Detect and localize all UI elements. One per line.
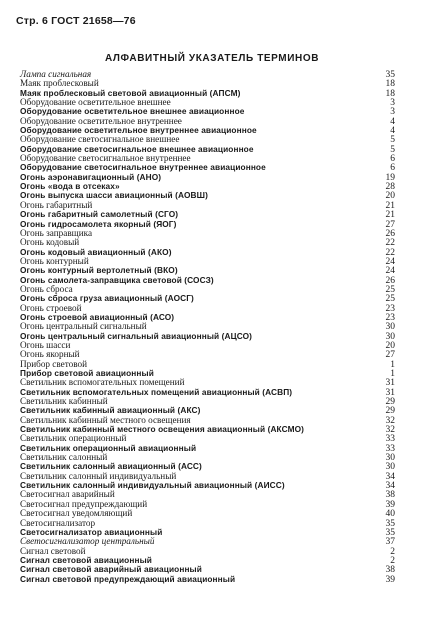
index-title: АЛФАВИТНЫЙ УКАЗАТЕЛЬ ТЕРМИНОВ	[104, 53, 320, 64]
term-name: Огонь строевой	[20, 302, 82, 313]
term-page-number: 39	[385, 499, 395, 510]
term-page-number: 21	[385, 200, 395, 211]
term-page-number: 20	[385, 340, 395, 351]
term-page-number: 23	[385, 312, 395, 323]
term-page-number: 32	[385, 415, 395, 426]
term-name: Огонь якорный	[20, 349, 80, 360]
term-name: Прибор световой авиационный	[20, 368, 154, 378]
term-name: Сигнал световой предупреждающий авиационный	[20, 573, 236, 584]
term-page-number: 28	[385, 182, 395, 193]
term-name: Оборудование осветительное внешнее авиационное	[20, 106, 245, 117]
term-page-number: 38	[385, 565, 395, 576]
term-name: Светосигнал предупреждающий	[20, 498, 148, 509]
term-name: Оборудование светосигнальное внешнее	[20, 134, 180, 145]
term-name: Огонь выпуска шасси авиационный (АОВШ)	[20, 190, 208, 201]
term-list	[20, 70, 395, 584]
page-header: Стр. 6 ГОСТ 21658—76	[16, 15, 136, 27]
term-page-number: 35	[385, 70, 395, 80]
term-name: Прибор световой	[20, 358, 88, 369]
term-name: Огонь контурный вертолетный (ВКО)	[20, 265, 178, 276]
term-page-number: 30	[385, 462, 395, 473]
term-name: Светильник вспомогательных помещений авиационный (АСВП)	[20, 386, 293, 397]
term-page-number: 4	[390, 126, 395, 137]
term-name: Светильник операционный	[20, 433, 127, 444]
term-name: Лампа сигнальная	[20, 69, 92, 79]
term-name: Огонь габаритный самолетный (СГО)	[20, 209, 179, 220]
term-name: Светильник кабинный	[20, 396, 108, 407]
term-name: Огонь центральный сигнальный авиационный (АЦСО)	[20, 330, 253, 341]
term-page-number: 19	[385, 172, 395, 183]
term-page-number: 37	[385, 537, 395, 548]
term-name: Светосигнализатор центральный	[20, 536, 155, 547]
term-name: Огонь кодовый	[20, 237, 80, 248]
term-name: Светильник салонный авиационный (АСС)	[20, 461, 202, 472]
term-page-number: 6	[390, 163, 395, 174]
term-page-number: 2	[390, 546, 395, 557]
term-page-number: 25	[385, 284, 395, 295]
term-page-number: 40	[385, 509, 395, 520]
term-page-number: 33	[385, 443, 395, 454]
term-name: Светосигнализатор авиационный	[20, 526, 163, 537]
term-page-number: 32	[385, 425, 395, 436]
term-page-number: 23	[385, 303, 395, 314]
term-name: Огонь центральный сигнальный	[20, 321, 147, 332]
term-page-number: 29	[385, 397, 395, 408]
term-name: Светильник кабинный местного освещения	[20, 414, 191, 425]
term-name: Светильник салонный индивидуальный авиационный (АИСС)	[20, 480, 285, 491]
term-name: Огонь «вода в отсеках»	[20, 181, 120, 192]
term-name: Огонь кодовый авиационный (АКО)	[20, 246, 172, 257]
term-name: Огонь заправщика	[20, 227, 93, 238]
term-name: Огонь самолета-заправщика световой (СОСЗ)	[20, 274, 214, 285]
term-name: Сигнал световой авиационный	[20, 554, 152, 565]
term-entry	[20, 575, 395, 584]
term-page-number: 35	[385, 527, 395, 538]
term-page-number: 33	[385, 434, 395, 445]
term-page-number: 35	[385, 518, 395, 529]
term-name: Светосигнал аварийный	[20, 489, 115, 500]
term-page-number: 18	[385, 79, 395, 90]
term-page-number: 5	[390, 144, 395, 155]
term-page-number: 1	[390, 369, 395, 379]
term-name: Сигнал световой	[20, 545, 86, 556]
term-name: Огонь габаритный	[20, 199, 93, 210]
term-name: Огонь шасси	[20, 339, 71, 350]
term-name: Огонь контурный	[20, 255, 89, 266]
term-page-number: 18	[385, 88, 395, 99]
term-page-number: 31	[385, 378, 395, 389]
term-page-number: 29	[385, 406, 395, 417]
term-name: Светосигнализатор	[20, 517, 96, 528]
term-page-number: 26	[385, 228, 395, 239]
term-entry	[20, 332, 395, 341]
term-name: Маяк проблесковый световой авиационный (АПСМ)	[20, 87, 241, 98]
term-page-number: 27	[385, 350, 395, 361]
term-page-number: 30	[385, 331, 395, 342]
term-page-number: 26	[385, 275, 395, 286]
term-name: Огонь аэронавигационный (АНО)	[20, 171, 162, 182]
term-page-number: 20	[385, 191, 395, 202]
term-page-number: 39	[385, 574, 395, 585]
term-name: Светильник операционный авиационный	[20, 442, 197, 453]
term-page-number: 34	[385, 471, 395, 482]
term-page-number: 30	[385, 453, 395, 464]
term-name: Маяк проблесковый	[20, 78, 99, 89]
term-page-number: 31	[385, 387, 395, 398]
term-page-number: 3	[390, 107, 395, 118]
term-name: Сигнал световой аварийный авиационный	[20, 564, 202, 575]
term-page-number: 30	[385, 322, 395, 333]
term-name: Оборудование светосигнальное внутреннее	[20, 153, 191, 164]
term-name: Оборудование светосигнальное внутреннее авиационное	[20, 162, 266, 173]
term-name: Светильник кабинный авиационный (АКС)	[20, 405, 201, 416]
term-name: Светильник салонный индивидуальный	[20, 470, 177, 481]
term-page-number: 3	[390, 98, 395, 109]
term-name: Огонь строевой авиационный (АСО)	[20, 311, 175, 322]
term-page-number: 6	[390, 154, 395, 165]
term-page-number: 4	[390, 116, 395, 127]
term-page-number: 22	[385, 238, 395, 249]
term-name: Оборудование осветительное внешнее	[20, 97, 171, 108]
term-page-number: 22	[385, 247, 395, 258]
term-name: Оборудование светосигнальное внешнее авиационное	[20, 143, 254, 154]
term-page-number: 34	[385, 481, 395, 492]
term-page-number: 2	[390, 555, 395, 566]
term-name: Светосигнал уведомляющий	[20, 508, 133, 519]
term-entry	[20, 276, 395, 285]
term-page-number: 38	[385, 490, 395, 501]
term-page-number: 1	[390, 359, 395, 370]
term-name: Огонь сброса груза авиационный (АОСГ)	[20, 293, 194, 304]
term-page-number: 25	[385, 294, 395, 305]
term-name: Оборудование осветительное внутреннее	[20, 115, 182, 126]
term-name: Светильник кабинный местного освещения авиационный (АКСМО)	[20, 424, 305, 435]
term-page-number: 21	[385, 210, 395, 221]
term-page-number: 5	[390, 135, 395, 146]
term-name: Светильник салонный	[20, 452, 108, 463]
term-page-number: 27	[385, 219, 395, 230]
term-name: Оборудование осветительное внутреннее авиационное	[20, 125, 257, 136]
term-name: Огонь гидросамолета якорный (ЯОГ)	[20, 218, 177, 229]
term-name: Огонь сброса	[20, 283, 73, 294]
term-page-number: 24	[385, 266, 395, 277]
term-page-number: 24	[385, 256, 395, 267]
term-name: Светильник вспомогательных помещений	[20, 377, 185, 388]
